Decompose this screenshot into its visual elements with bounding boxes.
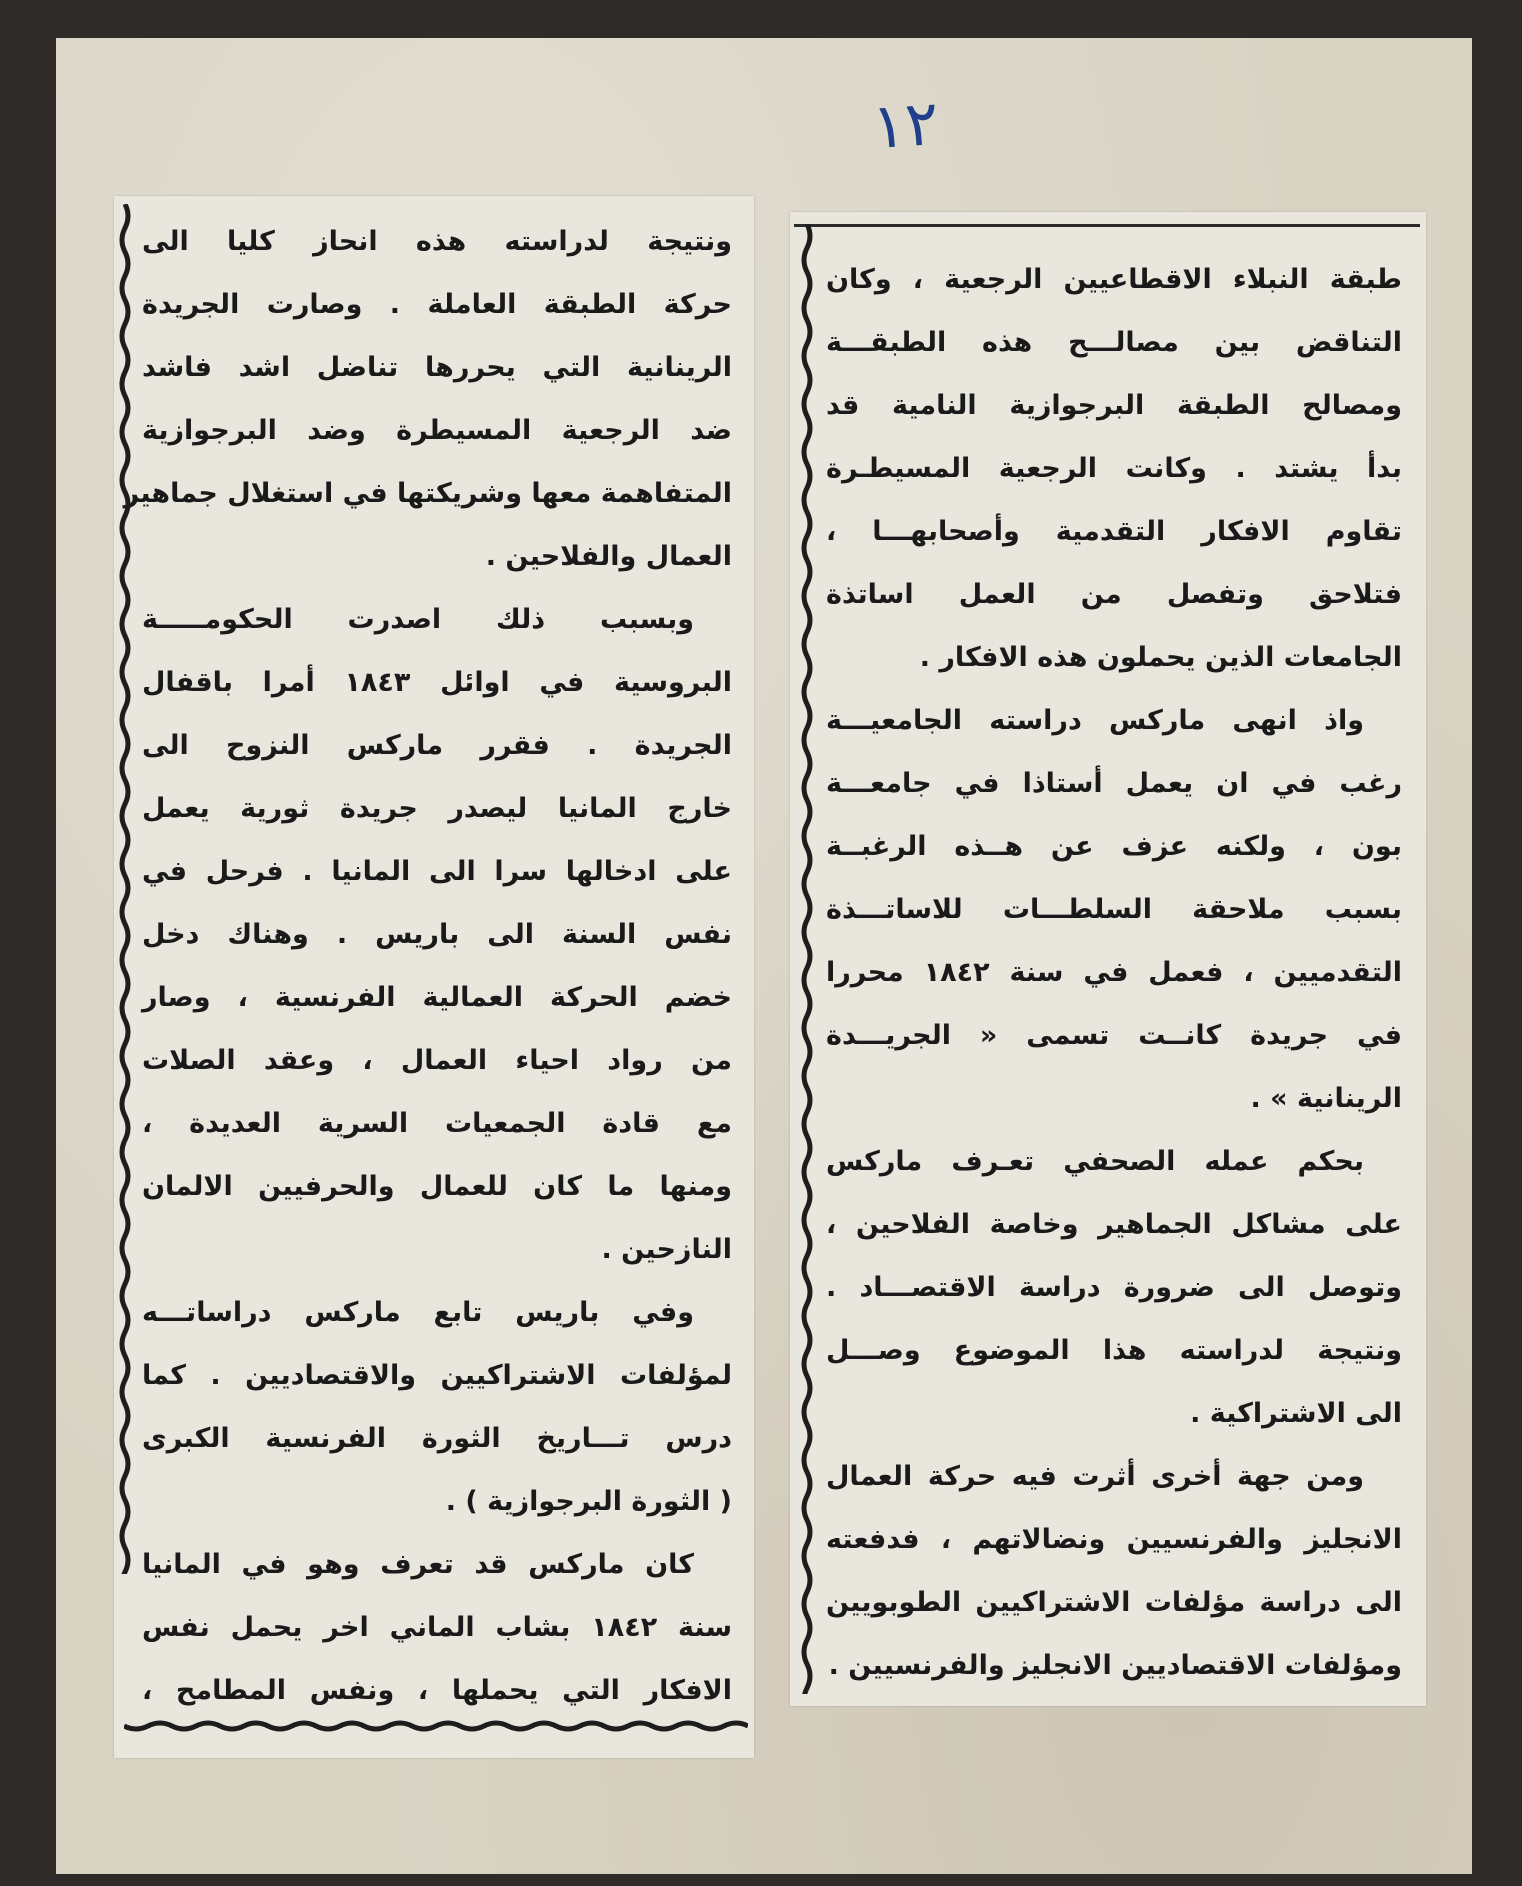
text-line: الجريدة . فقرر ماركس النزوح الى — [142, 730, 732, 761]
text-line: الرينانية » . — [1250, 1083, 1402, 1114]
text-line: ومن جهة أخرى أثرت فيه حركة العمال — [826, 1461, 1364, 1492]
text-line: ومنها ما كان للعمال والحرفيين الالمان — [142, 1171, 732, 1202]
newspaper-clipping-left — [114, 196, 754, 1758]
text-line: ومصالح الطبقة البرجوازية النامية قد — [826, 390, 1402, 421]
text-line: الافكار التي يحملها ، ونفس المطامح ، — [142, 1675, 732, 1706]
text-line: بون ، ولكنه عزف عن هــذه الرغبــة — [826, 831, 1402, 862]
text-line: الرينانية التي يحررها تناضل اشد فاشد — [142, 352, 732, 383]
text-line: وتوصل الى ضرورة دراسة الاقتصـــاد . — [826, 1272, 1402, 1303]
text-line: كان ماركس قد تعرف وهو في المانيا — [142, 1549, 694, 1580]
text-line: ( الثورة البرجوازية ) . — [445, 1486, 732, 1517]
text-line: لمؤلفات الاشتراكيين والاقتصاديين . كما — [142, 1360, 732, 1391]
text-line: واذ انهى ماركس دراسته الجامعيـــة — [826, 705, 1364, 736]
newspaper-clipping-right — [790, 212, 1426, 1706]
left-column-text — [123, 210, 733, 1722]
text-line: خضم الحركة العمالية الفرنسية ، وصار — [142, 982, 732, 1013]
text-line: الى الاشتراكية . — [1190, 1398, 1402, 1429]
text-line: ونتيجة لدراسته هذه انحاز كليا الى — [142, 226, 732, 257]
text-line: ومؤلفات الاقتصاديين الانجليز والفرنسيين . — [828, 1650, 1402, 1681]
text-line: في جريدة كانــت تسمى « الجريـــدة — [826, 1020, 1402, 1051]
handwritten-page-number: ١٢ — [869, 85, 942, 164]
text-line: خارج المانيا ليصدر جريدة ثورية يعمل — [142, 793, 732, 824]
text-line: ونتيجة لدراسته هذا الموضوع وصـــل — [826, 1335, 1402, 1366]
text-line: تقاوم الافكار التقدمية وأصحابهـــا ، — [826, 516, 1402, 547]
text-line: المتفاهمة معها وشريكتها في استغلال جماهير — [123, 478, 732, 509]
text-line: نفس السنة الى باريس . وهناك دخل — [142, 919, 732, 950]
text-line: وبسبب ذلك اصدرت الحكومـــــة — [142, 604, 694, 635]
text-line: على مشاكل الجماهير وخاصة الفلاحين ، — [826, 1209, 1402, 1240]
text-line: درس تـــاريخ الثورة الفرنسية الكبرى — [142, 1423, 732, 1454]
column-top-rule — [794, 224, 1420, 227]
text-line: الجامعات الذين يحملون هذه الافكار . — [919, 642, 1402, 673]
text-line: العمال والفلاحين . — [485, 541, 732, 572]
text-line: بحكم عمله الصحفي تعـرف ماركس — [826, 1146, 1364, 1177]
text-line: النازحين . — [601, 1234, 732, 1265]
text-line: البروسية في اوائل ١٨٤٣ أمرا باقفال — [142, 667, 733, 698]
text-line: رغب في ان يعمل أستاذا في جامعـــة — [826, 768, 1402, 799]
text-line: مع قادة الجمعيات السرية العديدة ، — [142, 1108, 732, 1139]
right-column-text — [826, 248, 1402, 1697]
text-line: التناقض بين مصالـــح هذه الطبقـــة — [826, 327, 1402, 358]
text-line: بسبب ملاحقة السلطـــات للاساتـــذة — [826, 894, 1402, 925]
wavy-border-right — [800, 224, 814, 1694]
wavy-border-bottom — [124, 1718, 748, 1734]
wavy-border-left — [118, 204, 132, 1574]
text-line: ضد الرجعية المسيطرة وضد البرجوازية — [142, 415, 732, 446]
text-line: سنة ١٨٤٢ بشاب الماني اخر يحمل نفس — [142, 1612, 733, 1643]
text-line: من رواد احياء العمال ، وعقد الصلات — [142, 1045, 732, 1076]
text-line: فتلاحق وتفصل من العمل اساتذة — [826, 579, 1402, 610]
text-line: حركة الطبقة العاملة . وصارت الجريدة — [142, 289, 732, 320]
text-line: على ادخالها سرا الى المانيا . فرحل في — [142, 856, 732, 887]
text-line: التقدميين ، فعمل في سنة ١٨٤٢ محررا — [826, 957, 1402, 988]
text-line: وفي باريس تابع ماركس دراساتـــه — [142, 1297, 694, 1328]
text-line: بدأ يشتد . وكانت الرجعية المسيطـرة — [826, 453, 1402, 484]
text-line: الى دراسة مؤلفات الاشتراكيين الطوبويين — [826, 1587, 1402, 1618]
text-line: الانجليز والفرنسيين ونضالاتهم ، فدفعته — [826, 1524, 1402, 1555]
text-line: طبقة النبلاء الاقطاعيين الرجعية ، وكان — [826, 264, 1402, 295]
